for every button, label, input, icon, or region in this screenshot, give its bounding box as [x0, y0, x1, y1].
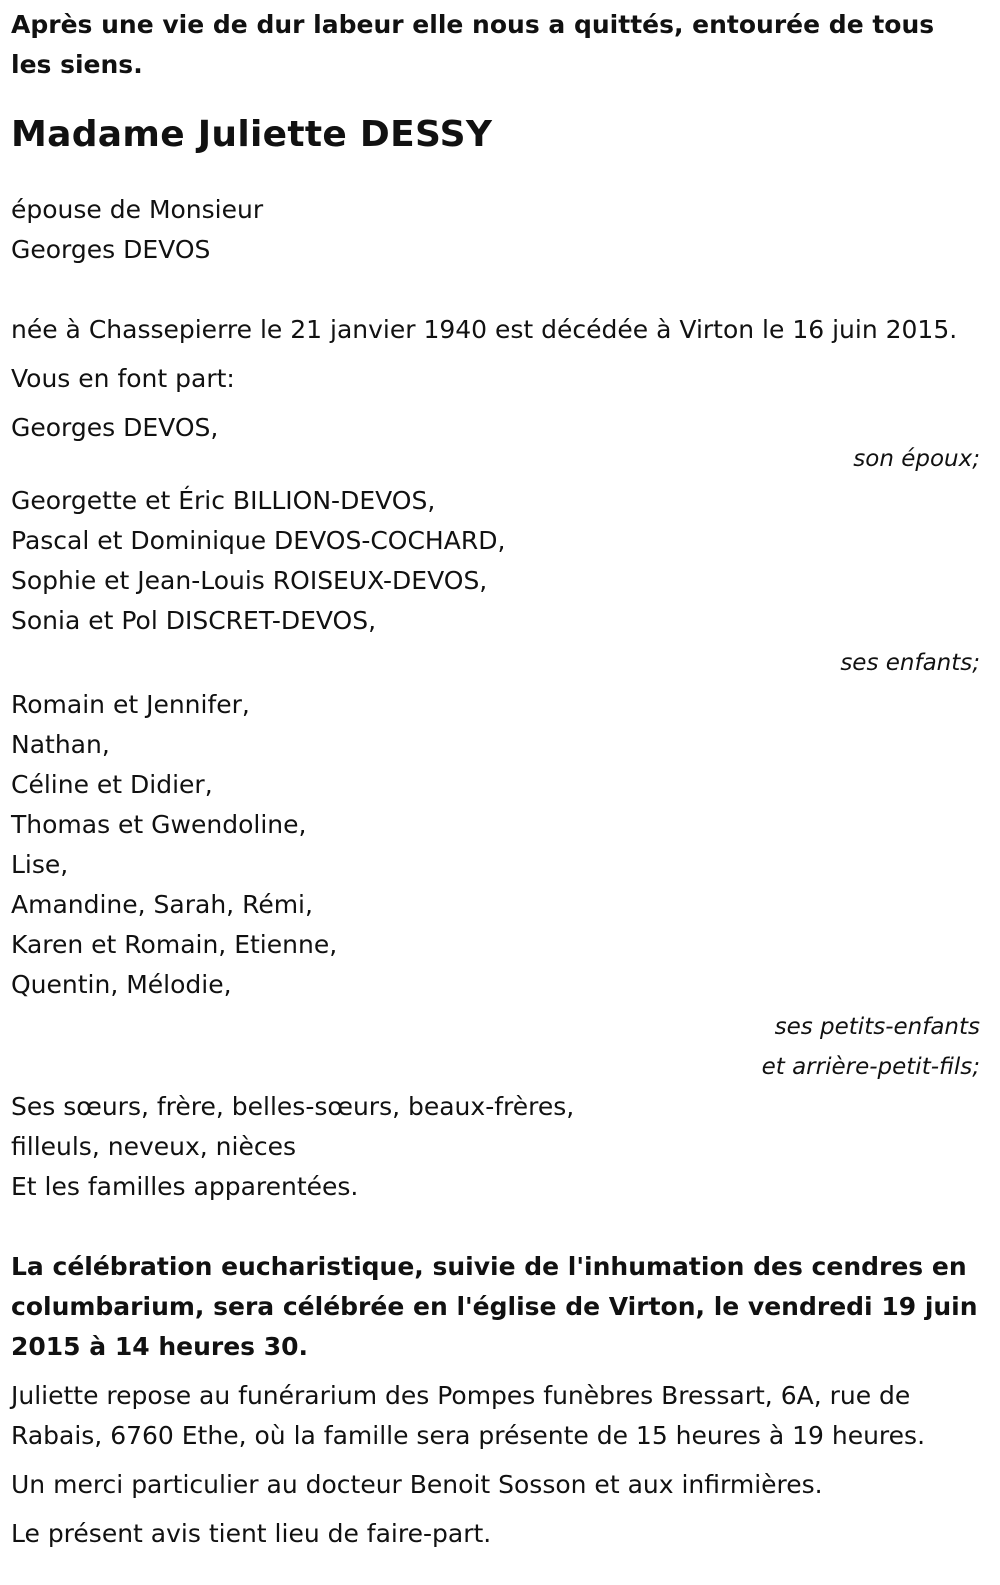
- extended-family-line: Et les familles apparentées.: [11, 1172, 359, 1201]
- family-member: Quentin, Mélodie,: [11, 970, 232, 999]
- relation-label: son époux;: [853, 446, 980, 472]
- ceremony-text: La célébration eucharistique, suivie de l'inhumation des cendres en columbarium, sera célébrée en l'église de Virton, le vendredi 19 juin 2015 à 14 heures 30.: [11, 1252, 978, 1361]
- notice-text: Le présent avis tient lieu de faire-part.: [11, 1519, 492, 1548]
- extended-family-line: Ses sœurs, frère, belles-sœurs, beaux-frères,: [11, 1092, 575, 1121]
- deceased-name: Madame Juliette DESSY: [11, 114, 493, 155]
- family-member: Lise,: [11, 850, 69, 879]
- family-group-children: [11, 481, 980, 641]
- relation-label: et arrière-petit-fils;: [761, 1054, 980, 1080]
- extended-family-line: filleuls, neveux, nièces: [11, 1132, 296, 1161]
- family-member: Céline et Didier,: [11, 770, 213, 799]
- extended-family-block: [11, 1087, 980, 1207]
- family-member: Sonia et Pol DISCRET-DEVOS,: [11, 606, 377, 635]
- family-member: Pascal et Dominique DEVOS-COCHARD,: [11, 526, 506, 555]
- family-member: Romain et Jennifer,: [11, 690, 250, 719]
- spouse-name: Georges DEVOS: [11, 235, 211, 264]
- relation-label: ses enfants;: [840, 650, 980, 676]
- visitation-text: Juliette repose au funérarium des Pompes funèbres Bressart, 6A, rue de Rabais, 6760 Ethe, où la famille sera présente de 15 heures à 19 heures.: [11, 1381, 926, 1450]
- birth-death-text: née à Chassepierre le 21 janvier 1940 est décédée à Virton le 16 juin 2015.: [11, 315, 958, 344]
- relation-label: ses petits-enfants: [774, 1014, 980, 1040]
- spouse-block: [11, 190, 980, 270]
- family-member: Karen et Romain, Etienne,: [11, 930, 338, 959]
- family-member: Georges DEVOS,: [11, 413, 219, 442]
- spouse-line: épouse de Monsieur: [11, 195, 264, 224]
- family-member: Thomas et Gwendoline,: [11, 810, 307, 839]
- family-member: Georgette et Éric BILLION-DEVOS,: [11, 486, 436, 515]
- thanks-text: Un merci particulier au docteur Benoit Sosson et aux infirmières.: [11, 1470, 823, 1499]
- announce-text: Vous en font part:: [11, 364, 235, 393]
- family-member: Sophie et Jean-Louis ROISEUX-DEVOS,: [11, 566, 488, 595]
- family-group-grandchildren: [11, 685, 980, 1005]
- family-member: Amandine, Sarah, Rémi,: [11, 890, 313, 919]
- family-member: Nathan,: [11, 730, 110, 759]
- intro-text: Après une vie de dur labeur elle nous a quittés, entourée de tous les siens.: [11, 10, 935, 79]
